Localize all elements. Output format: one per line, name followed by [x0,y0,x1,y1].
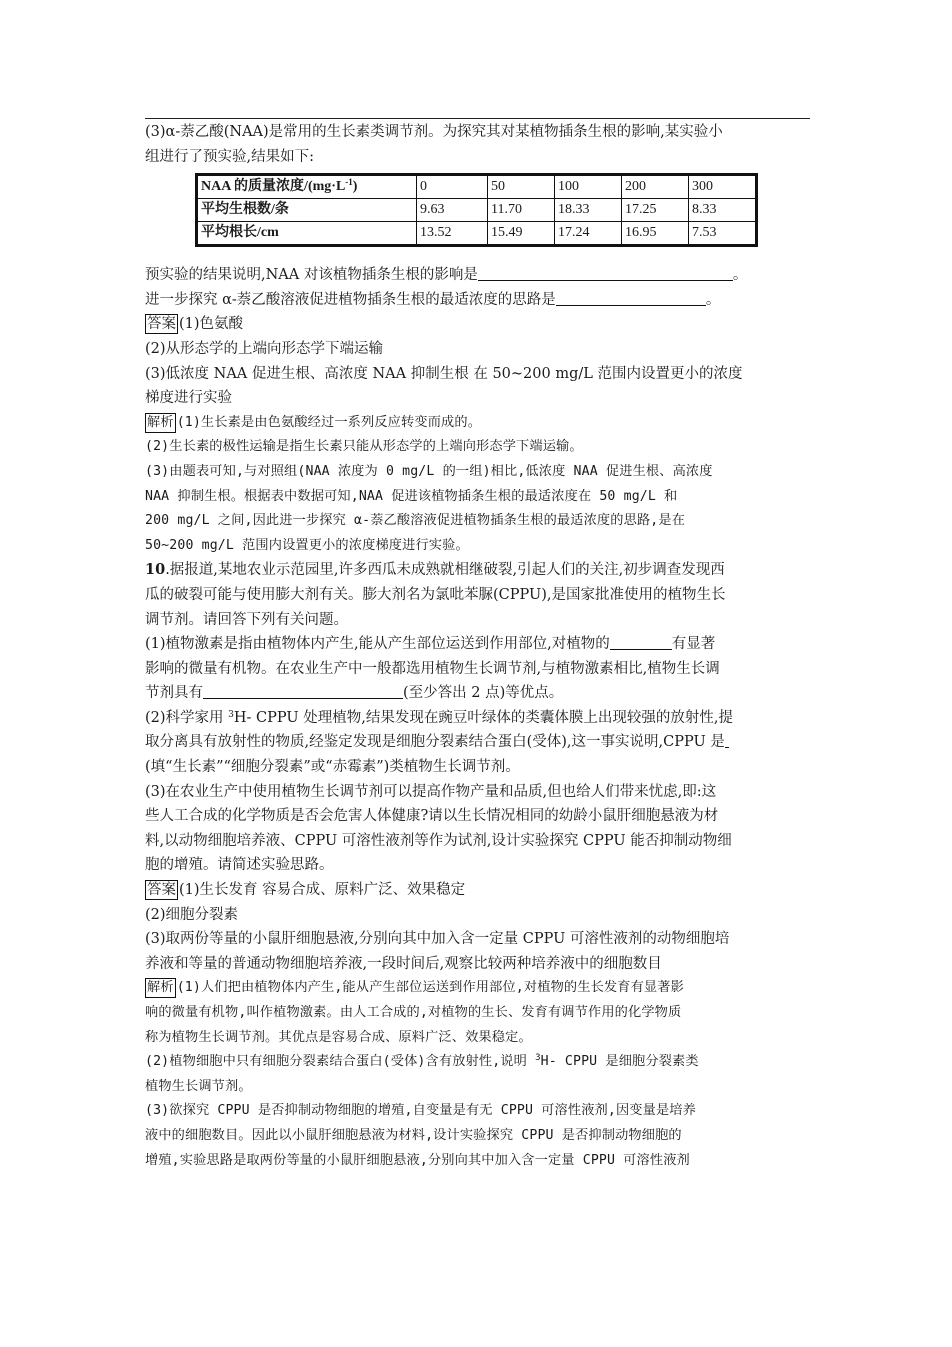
table-cell: 17.25 [622,199,689,222]
question-10-line [145,558,810,583]
table-cell: 13.52 [417,222,488,246]
answer-blank [203,682,403,699]
q3-text-line: (3)α-萘乙酸(NAA)是常用的生长素类调节剂。为探究其对某植物插条生根的影响,某实验小 [145,124,723,140]
table-cell: 7.53 [689,222,757,246]
answer-line: 养液和等量的普通动物细胞培养液,一段时间后,观察比较两种培养液中的细胞数目 [145,955,662,972]
question-10-line: 调节剂。请回答下列有关问题。 [145,611,348,628]
question-text: 有显著 [671,636,716,653]
question-10-line: (填“生长素”“细胞分裂素”或“赤霉素”)类植物生长调节剂。 [145,759,520,776]
table-cell: 16.95 [622,222,689,246]
prompt-line [145,263,810,288]
table-cell: 11.70 [488,199,555,222]
answer-line: (3)取两份等量的小鼠肝细胞悬液,分别向其中加入含一定量 CPPU 可溶性液剂的动物细胞培 [145,931,730,948]
table-cell: 200 [622,175,689,199]
question-10-line: (3)在农业生产中使用植物生长调节剂可以提高作物产量和品质,但也给人们带来忧虑,即:这 [145,783,717,800]
explanation-line: NAA 抑制生根。根据表中数据可知,NAA 促进该植物插条生根的最适浓度在 50 mg/L 和 [145,488,678,504]
answer-line: (2)从形态学的上端向形态学下端运输 [145,340,384,357]
prompt-end: 。 [705,291,721,308]
page-content [145,120,810,1173]
table-cell: 0 [417,175,488,199]
question-text: (至少答出 2 点)等优点。 [403,685,564,702]
table-header-cell [197,175,417,199]
table-row [197,199,757,222]
table-cell: 8.33 [689,199,757,222]
explanation-line: (3)由题表可知,与对照组(NAA 浓度为 0 mg/L 的一组)相比,低浓度 NAA 促进生根、高浓度 [145,463,713,479]
explanation-line [145,1050,810,1075]
table-row [197,175,757,199]
explanation-text: (2)植物细胞中只有细胞分裂素结合蛋白(受体)含有放射性,说明 [145,1054,536,1070]
table-cell: 300 [689,175,757,199]
explanation-text: H- CPPU 是细胞分裂素类 [540,1054,699,1070]
table-cell: 50 [488,175,555,199]
answer-line: 梯度进行实验 [145,390,232,407]
explanation-line: 200 mg/L 之间,因此进一步探究 α-萘乙酸溶液促进植物插条生根的最适浓度的思路,是在 [145,513,686,529]
question-10-line: 影响的微量有机物。在农业生产中一般都选用植物生长调节剂,与植物激素相比,植物生长调 [145,660,720,677]
unit-superscript: -1 [345,177,353,188]
explanation-line: 称为植物生长调节剂。其优点是容易合成、原料广泛、效果稳定。 [145,1029,532,1045]
explanation-line: (2)生长素的极性运输是指生长素只能从形态学的上端向形态学下端运输。 [145,439,583,455]
table-row-label: 平均生根数/条 [197,199,417,222]
answer-line: (3)低浓度 NAA 促进生根、高浓度 NAA 抑制生根 在 50~200 mg/L 范围内设置更小的浓度 [145,365,743,382]
answer-blank [478,264,733,281]
table-cell: 17.24 [555,222,622,246]
explanation-text: (1)人们把由植物体内产生,能从产生部位运送到作用部位,对植物的生长发育有显著影 [176,980,684,996]
prompt-end: 。 [732,267,748,284]
prompt-text: 进一步探究 α-萘乙酸溶液促进植物插条生根的最适浓度的思路是 [145,291,556,308]
explanation-line: 50~200 mg/L 范围内设置更小的浓度梯度进行实验。 [145,537,469,553]
explanation-line: 液中的细胞数目。因此以小鼠肝细胞悬液为材料,设计实验探究 CPPU 是否抑制动物细胞的 [145,1127,682,1143]
question-10-line: 胞的增殖。请简述实验思路。 [145,857,334,874]
answer-text: (1)色氨酸 [179,316,244,333]
answer-text: (1)生长发育 容易合成、原料广泛、效果稳定 [179,882,466,899]
naa-results-table [195,173,758,247]
question-10-line [145,681,810,706]
question-10-line: 瓜的破裂可能与使用膨大剂有关。膨大剂名为氯吡苯脲(CPPU),是国家批准使用的植物生长 [145,586,726,603]
question-10-line: 料,以动物细胞培养液、CPPU 可溶性液剂等作为试剂,设计实验探究 CPPU 能否抑制动物细 [145,832,732,849]
table-cell: 15.49 [488,222,555,246]
isotope-superscript: 3 [228,709,234,720]
question-text: H- CPPU 处理植物,结果发现在豌豆叶绿体的类囊体膜上出现较强的放射性,提 [233,709,733,726]
answer-blank [610,633,672,650]
explanation-tag: 解析 [145,978,176,998]
explanation-tag: 解析 [145,413,176,433]
question-10-line [145,730,810,755]
question-text: (2)科学家用 [145,709,229,726]
explanation-block [145,411,810,559]
answer-tag: 答案 [147,882,176,899]
explanation-line: 植物生长调节剂。 [145,1078,252,1094]
isotope-superscript: 3 [535,1053,541,1064]
explanation-text: (1)生长素是由色氨酸经过一系列反应转变而成的。 [176,414,482,430]
concentration-label-suffix: ) [352,179,358,195]
top-rule [145,118,810,119]
concentration-label: NAA 的质量浓度/(mg·L [201,179,346,195]
table-cell: 100 [555,175,622,199]
answer-line [145,878,810,903]
table-cell: 18.33 [555,199,622,222]
question-number: 10 [145,561,166,579]
answer-line [145,312,810,337]
explanation-line: 增殖,实验思路是取两份等量的小鼠肝细胞悬液,分别向其中加入含一定量 CPPU 可溶性液剂 [145,1152,690,1168]
question-text: (1)植物激素是指由植物体内产生,能从产生部位运送到作用部位,对植物的 [145,636,610,653]
answer-line: (2)细胞分裂素 [145,906,239,923]
question-text: .据报道,某地农业示范园里,许多西瓜未成熟就相继破裂,引起人们的关注,初步调查发现西 [165,562,725,579]
question-10-line [145,706,810,731]
table-row-label: 平均根长/cm [197,222,417,246]
explanation-line: 响的微量有机物,叫作植物激素。由人工合成的,对植物的生长、发育有调节作用的化学物质 [145,1005,682,1020]
question-text: 节剂具有 [145,685,203,702]
table-cell: 9.63 [417,199,488,222]
answer-blank [725,731,729,748]
explanation-block [145,976,810,1173]
explanation-line: (3)欲探究 CPPU 是否抑制动物细胞的增殖,自变量是有无 CPPU 可溶性液剂,因变量是培养 [145,1103,696,1119]
table-row [197,222,757,246]
prompt-text: 预实验的结果说明,NAA 对该植物插条生根的影响是 [145,267,478,284]
explanation-line [145,411,810,436]
question-10-line: 些人工合成的化学物质是否会危害人体健康?请以生长情况相同的幼龄小鼠肝细胞悬液为材 [145,808,719,825]
question-text: 取分离具有放射性的物质,经鉴定发现是细胞分裂素结合蛋白(受体),这一事实说明,CPPU 是 [145,734,725,751]
q3-text-line: 组进行了预实验,结果如下: [145,148,314,165]
question-10-line [145,632,810,657]
answer-tag: 答案 [147,316,176,333]
prompt-line [145,288,810,313]
answer-blank [556,289,706,306]
explanation-line [145,976,810,1001]
